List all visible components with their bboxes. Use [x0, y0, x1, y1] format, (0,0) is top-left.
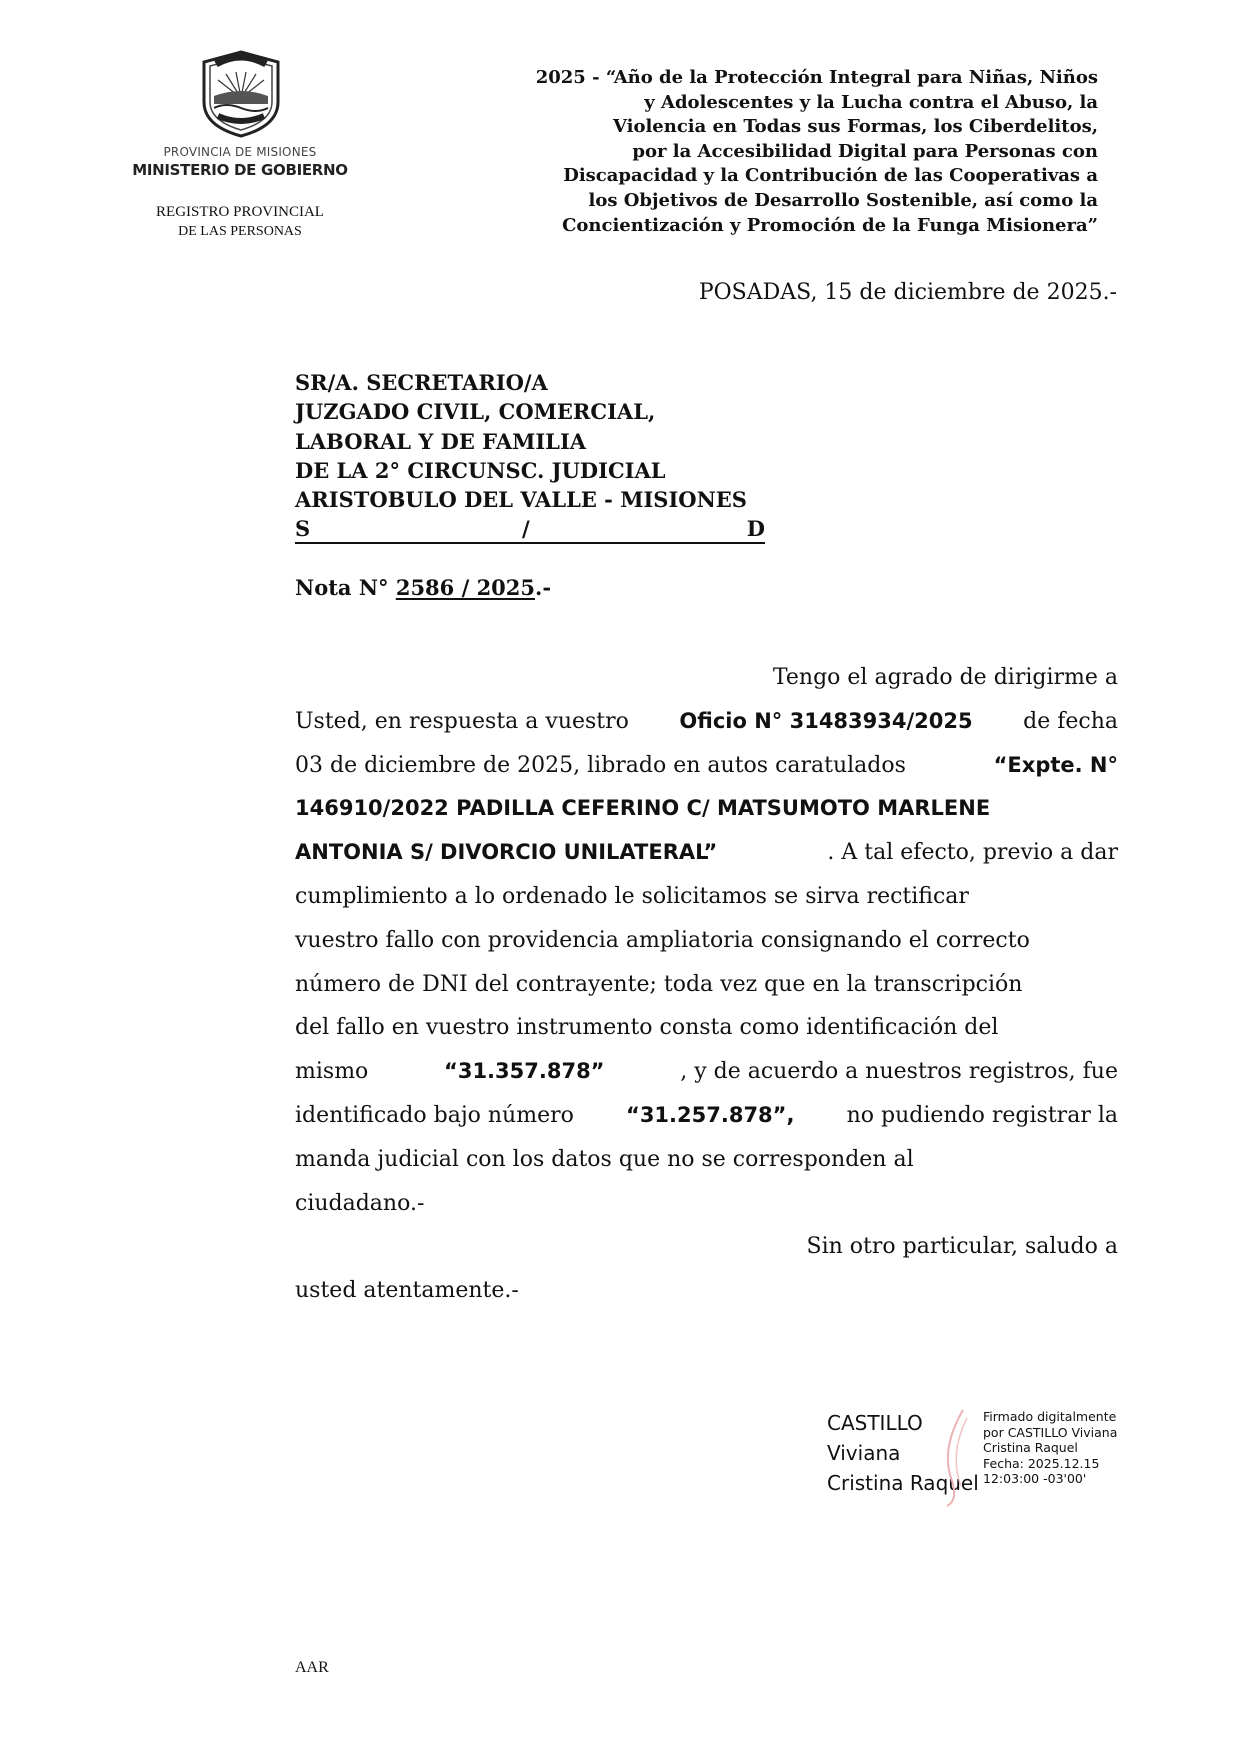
body-text: de fecha [1023, 708, 1118, 734]
body-line [295, 831, 1118, 875]
note-suffix: .- [535, 575, 552, 600]
registry-name-line1: REGISTRO PROVINCIAL [156, 204, 324, 220]
signer-name-line: Cristina Raquel [827, 1471, 979, 1495]
motto-line: Violencia en Todas sus Formas, los Ciberdelitos, [612, 116, 1098, 138]
note-number [295, 575, 551, 600]
body-line [295, 656, 1118, 700]
body-text: 03 de diciembre de 2025, librado en autos caratulados [295, 752, 906, 778]
motto-line: los Objetivos de Desarrollo Sostenible, así como la [588, 189, 1098, 211]
year-motto [458, 66, 1098, 238]
body-line [295, 744, 1118, 788]
signer-name-line: CASTILLO [827, 1411, 923, 1435]
motto-line: por la Accesibilidad Digital para Personas con [632, 140, 1098, 162]
body-line [295, 787, 1118, 831]
oficio-number: Oficio N° 31483934/2025 [679, 708, 973, 733]
body-text: identificado bajo número [295, 1102, 574, 1128]
note-label: Nota N° [295, 575, 396, 600]
body-text: Usted, en respuesta a vuestro [295, 708, 629, 734]
body-line [295, 1182, 1118, 1226]
sd-d: D [746, 516, 765, 542]
case-ref: 146910/2022 PADILLA CEFERINO C/ MATSUMOTO MARLENE [295, 796, 991, 821]
motto-line: Concientización y Promoción de la Funga Misionera” [562, 214, 1098, 236]
motto-line: 2025 - “Año de la Protección Integral para Niñas, Niños [535, 67, 1098, 88]
motto-line: y Adolescentes y la Lucha contra el Abuso, la [644, 91, 1098, 113]
case-ref: ANTONIA S/ DIVORCIO UNILATERAL” [295, 840, 718, 865]
body-line [295, 1138, 1118, 1182]
body-text: mismo [295, 1059, 369, 1085]
body-line [295, 1269, 1118, 1313]
body-line [295, 963, 1118, 1007]
body-text: del fallo en vuestro instrumento consta como identificación del [295, 1015, 999, 1041]
body-text: no pudiendo registrar la [846, 1102, 1118, 1128]
su-despacho-line [295, 514, 765, 544]
closing-text: usted atentamente.- [295, 1278, 519, 1304]
body-line [295, 1006, 1118, 1050]
addressee-line: JUZGADO CIVIL, COMERCIAL, [295, 399, 656, 425]
body-line [295, 1225, 1118, 1269]
body-text: , y de acuerdo a nuestros registros, fue [680, 1059, 1118, 1085]
registry-name-line2: DE LAS PERSONAS [178, 224, 302, 239]
signature-info-line: Fecha: 2025.12.15 [983, 1455, 1100, 1471]
sd-s: S [295, 516, 311, 542]
body-line [295, 700, 1118, 744]
dni-correct: “31.257.878”, [626, 1102, 795, 1127]
provincial-seal-icon [196, 50, 286, 138]
digital-signature-icon [933, 1408, 983, 1508]
signature-info-line: Firmado digitalmente [983, 1409, 1117, 1424]
ministry-name: MINISTERIO DE GOBIERNO [132, 161, 348, 179]
addressee-block [295, 368, 815, 544]
closing-text: Sin otro particular, saludo a [806, 1234, 1118, 1260]
body-line [295, 919, 1118, 963]
signature-info-line: 12:03:00 -03'00' [983, 1471, 1087, 1487]
dni-incorrect: “31.357.878” [444, 1059, 605, 1084]
province-name: PROVINCIA DE MISIONES [163, 145, 317, 159]
motto-line: Discapacidad y la Contribución de las Cooperativas a [563, 165, 1098, 187]
body-text: vuestro fallo con providencia ampliatoria consignando el correcto [295, 927, 1030, 953]
signature-info-line: Cristina Raquel [983, 1440, 1078, 1456]
sd-slash: / [522, 516, 530, 542]
body-line [295, 1094, 1118, 1138]
addressee-line: SR/A. SECRETARIO/A [295, 370, 548, 395]
body-text: . A tal efecto, previo a dar [827, 840, 1118, 866]
body-line [295, 1050, 1118, 1094]
letter-date: POSADAS, 15 de diciembre de 2025.- [698, 280, 1117, 305]
letter-body [295, 656, 1118, 1313]
addressee-line: DE LA 2° CIRCUNSC. JUDICIAL [295, 457, 666, 483]
body-text: manda judicial con los datos que no se corresponden al [295, 1146, 914, 1172]
typist-initials: AAR [295, 1659, 329, 1676]
signature-info-line: por CASTILLO Viviana [983, 1424, 1118, 1440]
note-number-value: 2586 / 2025 [395, 575, 536, 600]
addressee-line: ARISTOBULO DEL VALLE - MISIONES [295, 487, 747, 513]
body-text: número de DNI del contrayente; toda vez que en la transcripción [295, 971, 1023, 997]
body-text: Tengo el agrado de dirigirme a [772, 665, 1118, 690]
body-text: ciudadano.- [295, 1190, 425, 1216]
body-text: cumplimiento a lo ordenado le solicitamos se sirva rectificar [295, 883, 969, 909]
body-line [295, 875, 1118, 919]
signer-name-line: Viviana [827, 1441, 901, 1465]
digital-signature-info [983, 1409, 1117, 1487]
case-ref: “Expte. N° [993, 752, 1118, 777]
addressee-line: LABORAL Y DE FAMILIA [295, 428, 587, 454]
